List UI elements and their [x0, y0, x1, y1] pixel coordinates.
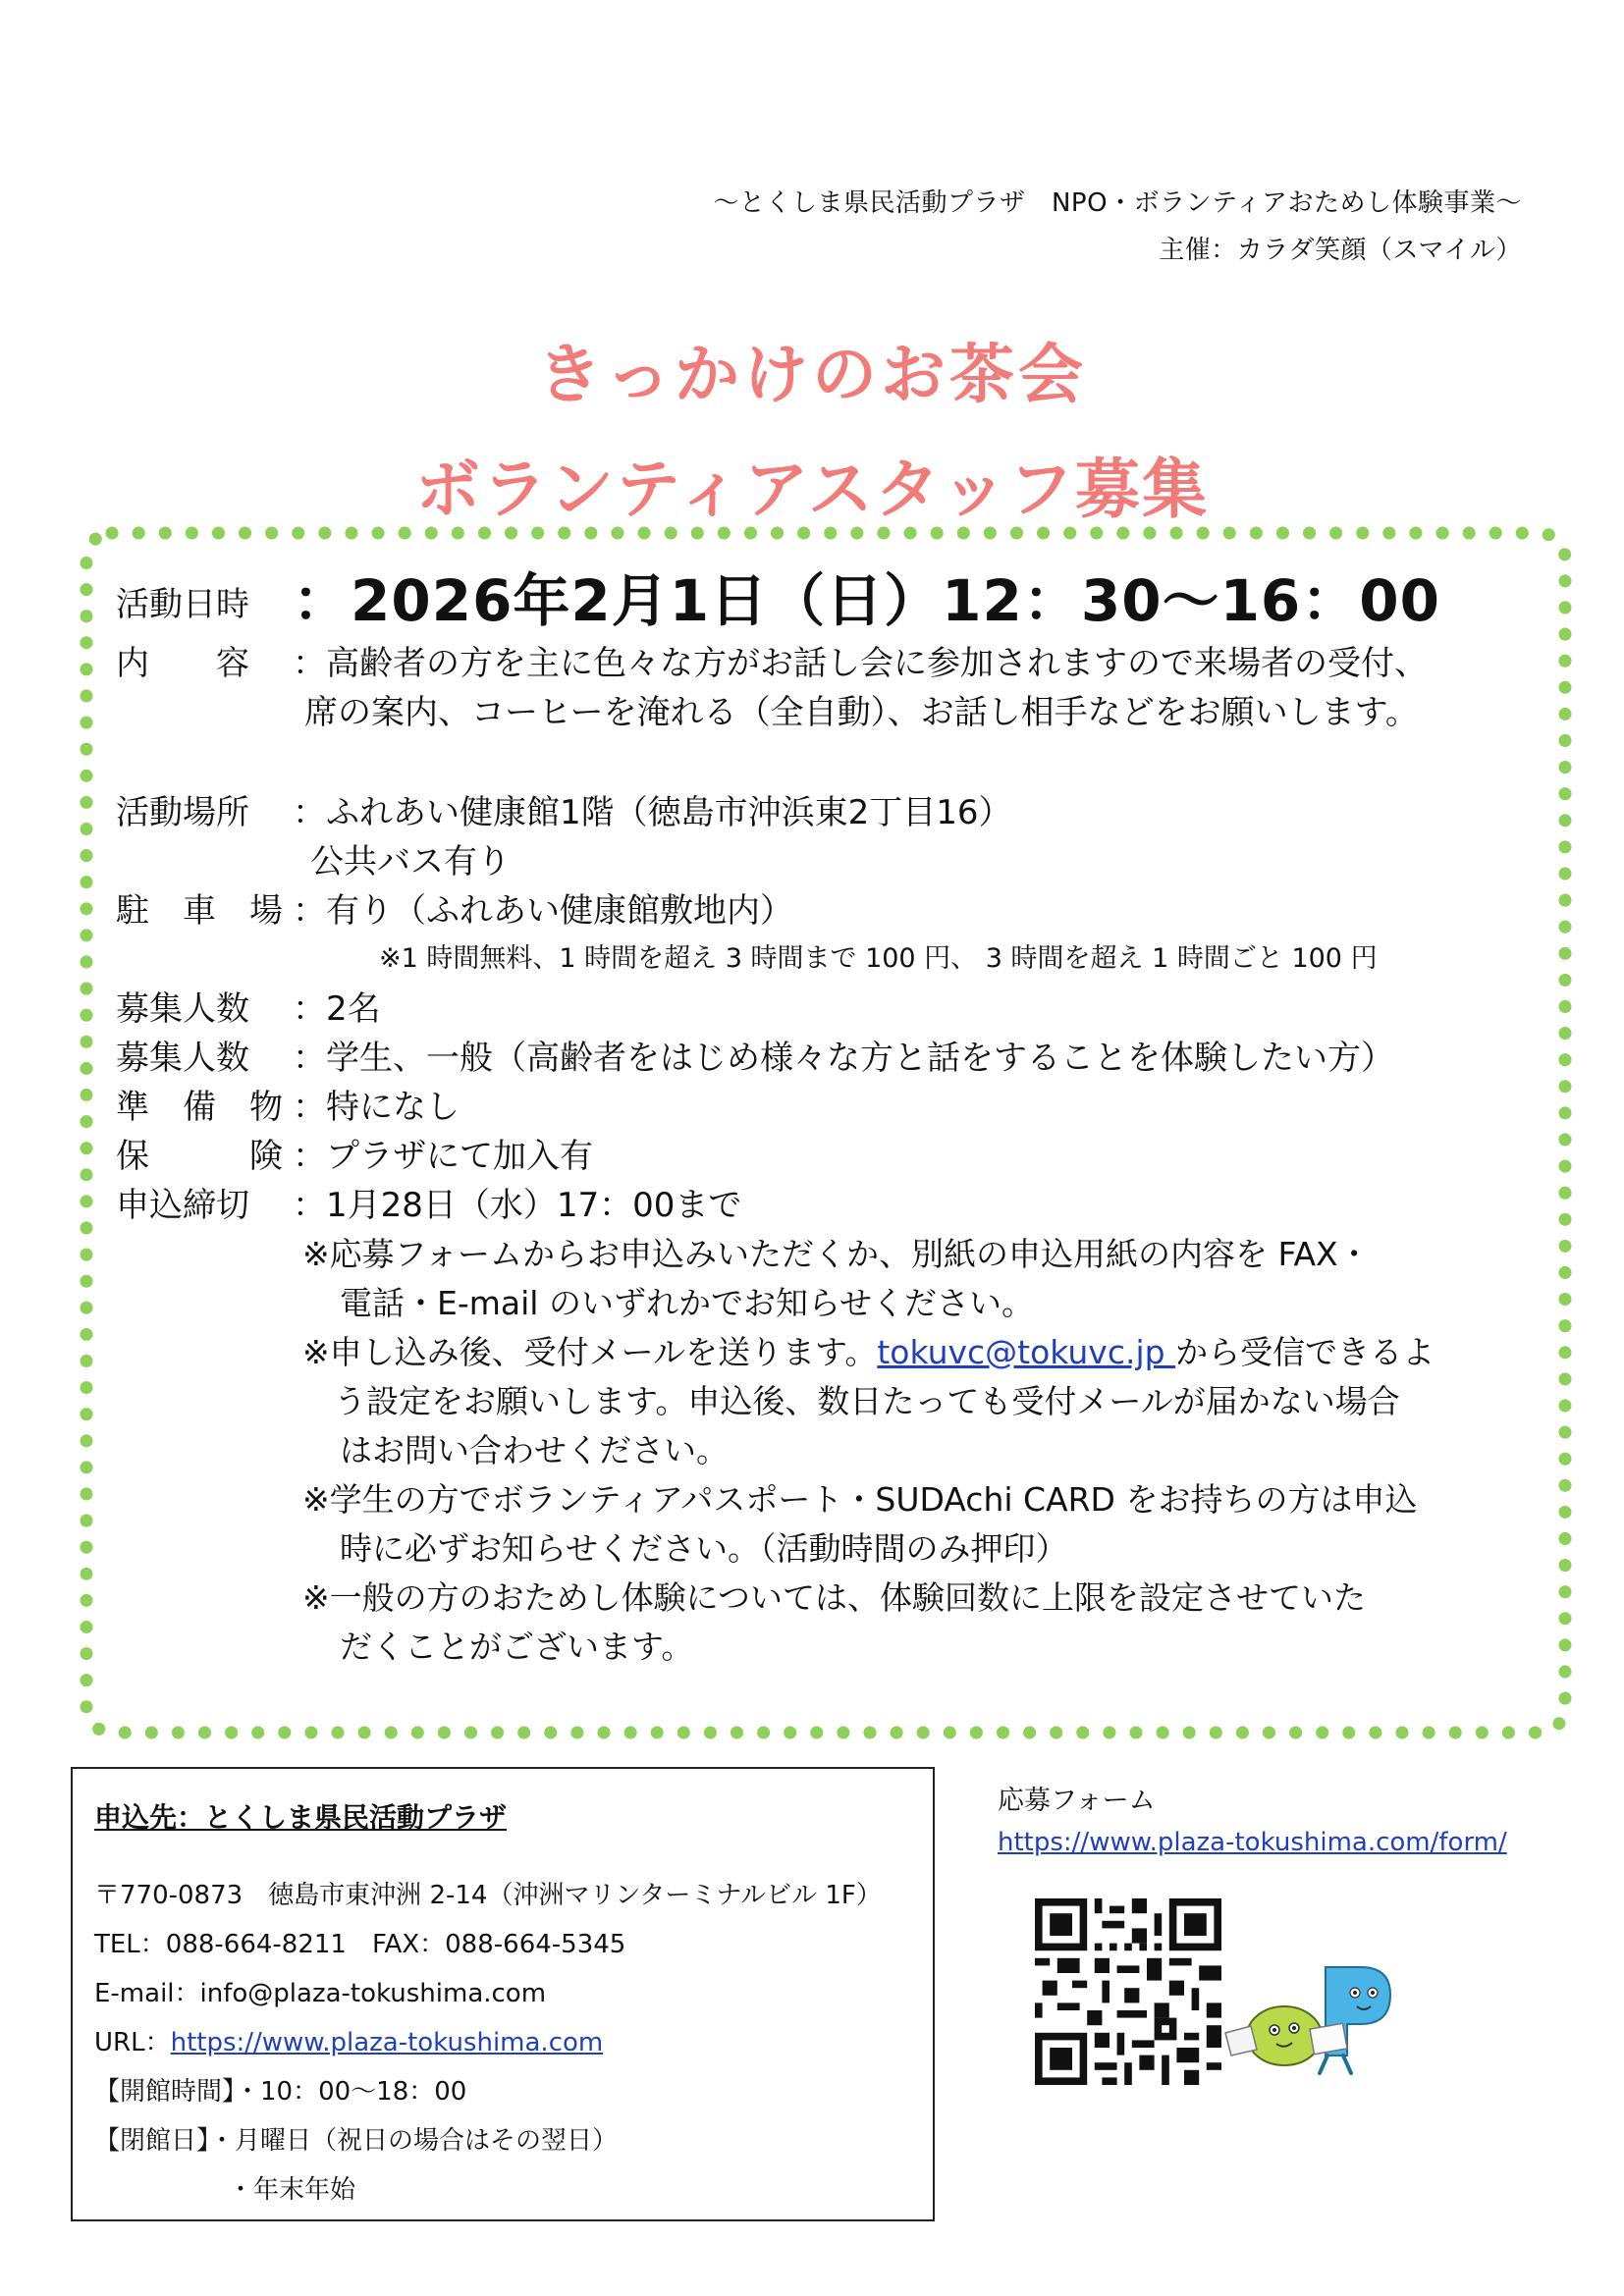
parking-row: [116, 883, 302, 932]
contact-heading: 申込先：とくしま県民活動プラザ: [94, 1801, 508, 1834]
parking-note: ※1 時間無料、1 時間を超え 3 時間まで 100 円、 3 時間を超え 1 時間ごと 100 円: [379, 943, 1378, 974]
note-3b: 時に必ずお知らせください。（活動時間のみ押印）: [340, 1529, 1068, 1568]
capacity-label: 募集人数: [116, 989, 249, 1029]
place-row: [116, 785, 302, 833]
plaza-website-link[interactable]: https://www.plaza-tokushima.com: [170, 2028, 604, 2057]
contact-address: 〒770-0873 徳島市東沖洲 2-14（沖洲マリンターミナルビル 1F）: [94, 1881, 882, 1910]
form-label: 応募フォーム: [998, 1786, 1156, 1816]
content-row: [116, 636, 302, 684]
items-value: ：特になし: [293, 1088, 460, 1127]
note-3a: ※学生の方でボランティアパスポート・SUDAchi CARD をお持ちの方は申込: [302, 1480, 1418, 1519]
datetime-value: ：2026年2月1日（日）12：30～16：00: [293, 567, 1440, 634]
contact-url-label: URL：: [94, 2028, 171, 2057]
place-bus: 公共バス有り: [310, 842, 511, 881]
content-line-1: ：高齢者の方を主に色々な方がお話し会に参加されますので来場者の受付、: [293, 644, 1428, 683]
items-label: 準 備 物: [116, 1088, 283, 1127]
datetime-row: [116, 577, 302, 625]
contact-box: [71, 1767, 935, 2221]
target-row: [116, 1031, 302, 1079]
qr-code-icon[interactable]: [1035, 1898, 1221, 2085]
note-1b: 電話・E-mail のいずれかでお知らせください。: [340, 1284, 1034, 1322]
insurance-value: ：プラザにて加入有: [293, 1137, 593, 1176]
note-2a-post: から受信できるよ: [1175, 1333, 1435, 1371]
place-value: ：ふれあい健康館1階（徳島市沖浜東2丁目16）: [293, 793, 1012, 832]
event-title: きっかけのお茶会: [537, 337, 1087, 412]
capacity-row: [116, 982, 302, 1030]
deadline-label: 申込締切: [116, 1186, 249, 1225]
place-label: 活動場所: [116, 793, 249, 832]
content-label: 内 容: [116, 644, 249, 683]
note-2c: はお問い合わせください。: [340, 1431, 729, 1469]
organizer-line: 主催：カラダ笑顔（スマイル）: [1159, 236, 1522, 265]
project-subtitle: ～とくしま県民活動プラザ NPO・ボランティアおためし体験事業～: [713, 188, 1522, 218]
deadline-row: [116, 1178, 302, 1226]
capacity-value: ：2名: [293, 989, 381, 1029]
parking-label: 駐 車 場: [116, 891, 283, 931]
note-2a-pre: ※申し込み後、受付メールを送ります。: [302, 1333, 878, 1371]
note-4a: ※一般の方のおためし体験については、体験回数に上限を設定させていた: [302, 1578, 1366, 1617]
recruit-title: ボランティアスタッフ募集: [414, 452, 1210, 527]
deadline-value: ：1月28日（水）17：00まで: [293, 1186, 742, 1225]
tokuvc-email-link[interactable]: tokuvc@tokuvc.jp: [877, 1333, 1176, 1371]
content-line-2: 席の案内、コーヒーを淹れる（全自動）、お話し相手などをお願いします。: [304, 693, 1419, 732]
target-value: ：学生、一般（高齢者をはじめ様々な方と話をすることを体験したい方）: [293, 1039, 1394, 1078]
contact-hours: 【開館時間】・10：00～18：00: [94, 2077, 467, 2107]
contact-closed-1: 【閉館日】・月曜日（祝日の場合はその翌日）: [94, 2126, 619, 2156]
mascot-illustration: [1218, 1940, 1404, 2087]
note-1a: ※応募フォームからお申込みいただくか、別紙の申込用紙の内容を FAX・: [302, 1235, 1371, 1273]
form-url-link[interactable]: https://www.plaza-tokushima.com/form/: [998, 1828, 1507, 1857]
note-2a: [302, 1327, 1435, 1373]
target-label: 募集人数: [116, 1039, 249, 1078]
contact-url-row: [94, 2022, 603, 2058]
contact-closed-2: ・年末年始: [228, 2175, 356, 2205]
parking-value: ：有り（ふれあい健康館敷地内）: [293, 891, 793, 931]
items-row: [116, 1080, 302, 1128]
insurance-label: 保 険: [116, 1137, 283, 1176]
contact-email: E-mail：info@plaza-tokushima.com: [94, 1979, 547, 2008]
note-2b: う設定をお願いします。申込後、数日たっても受付メールが届かない場合: [334, 1382, 1400, 1420]
note-4b: だくことがございます。: [340, 1628, 694, 1666]
datetime-label: 活動日時: [116, 585, 249, 624]
insurance-row: [116, 1129, 302, 1177]
contact-tel-fax: TEL：088-664-8211 FAX：088-664-5345: [94, 1930, 626, 1959]
